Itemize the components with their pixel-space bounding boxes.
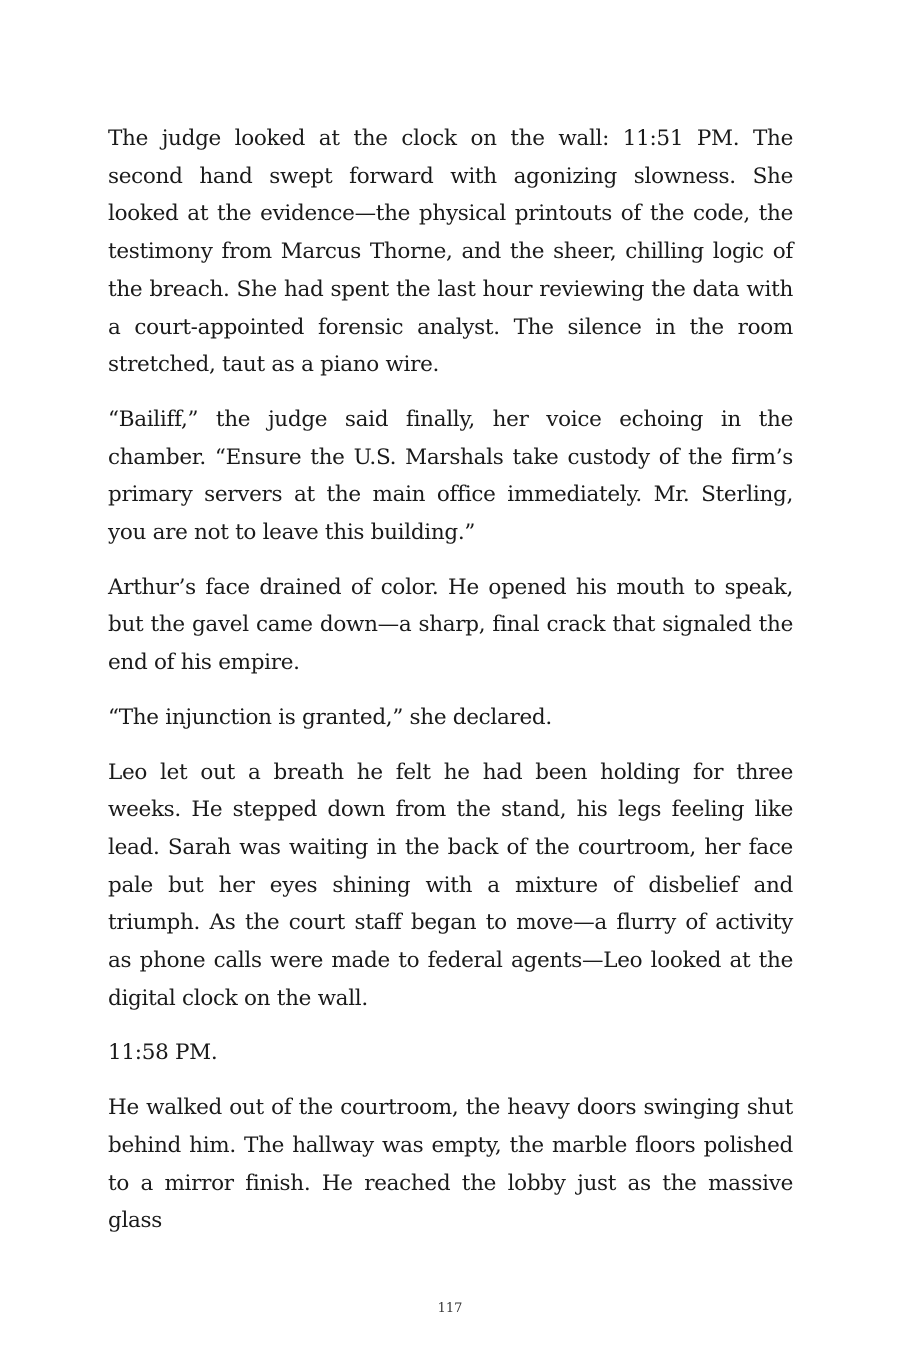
paragraph-3: Arthur’s face drained of color. He opened his mouth to speak, but the gavel came down—a sharp, final crack that signaled the end of his empire.	[108, 574, 793, 676]
paragraph-4: “The injunction is granted,” she declared.	[108, 704, 552, 730]
page-number: 117	[437, 1301, 463, 1316]
paragraph-6: 11:58 PM.	[108, 1040, 218, 1066]
paragraph-7: He walked out of the courtroom, the heavy doors swinging shut behind him. The hallway was empty, the marble floors polished to a mirror finish. He reached the lobby just as the massive glass	[108, 1095, 793, 1234]
body-text	[108, 120, 793, 1257]
paragraph-1: The judge looked at the clock on the wall: 11:51 PM. The second hand swept forward with agonizing slowness. She looked at the evidence—the physical printouts of the code, the testimony from Marcus Thorne, and the sheer, chilling logic of the breach. She had spent the last hour reviewing the data with a court-appointed forensic analyst. The silence in the room stretched, taut as a piano wire.	[108, 126, 793, 378]
paragraph-2: “Bailiff,” the judge said finally, her voice echoing in the chamber. “Ensure the U.S. Marshals take custody of the firm’s primary servers at the main office immediately. Mr. Sterling, you are not to leave this building.”	[108, 406, 793, 546]
paragraph-5: Leo let out a breath he felt he had been holding for three weeks. He stepped down from the stand, his legs feeling like lead. Sarah was waiting in the back of the courtroom, her face pale but her eyes shining with a mixture of disbelief and triumph. As the court staff began to move—a flurry of activity as phone calls were made to federal agents—Leo looked at the digital clock on the wall.	[108, 759, 793, 1011]
